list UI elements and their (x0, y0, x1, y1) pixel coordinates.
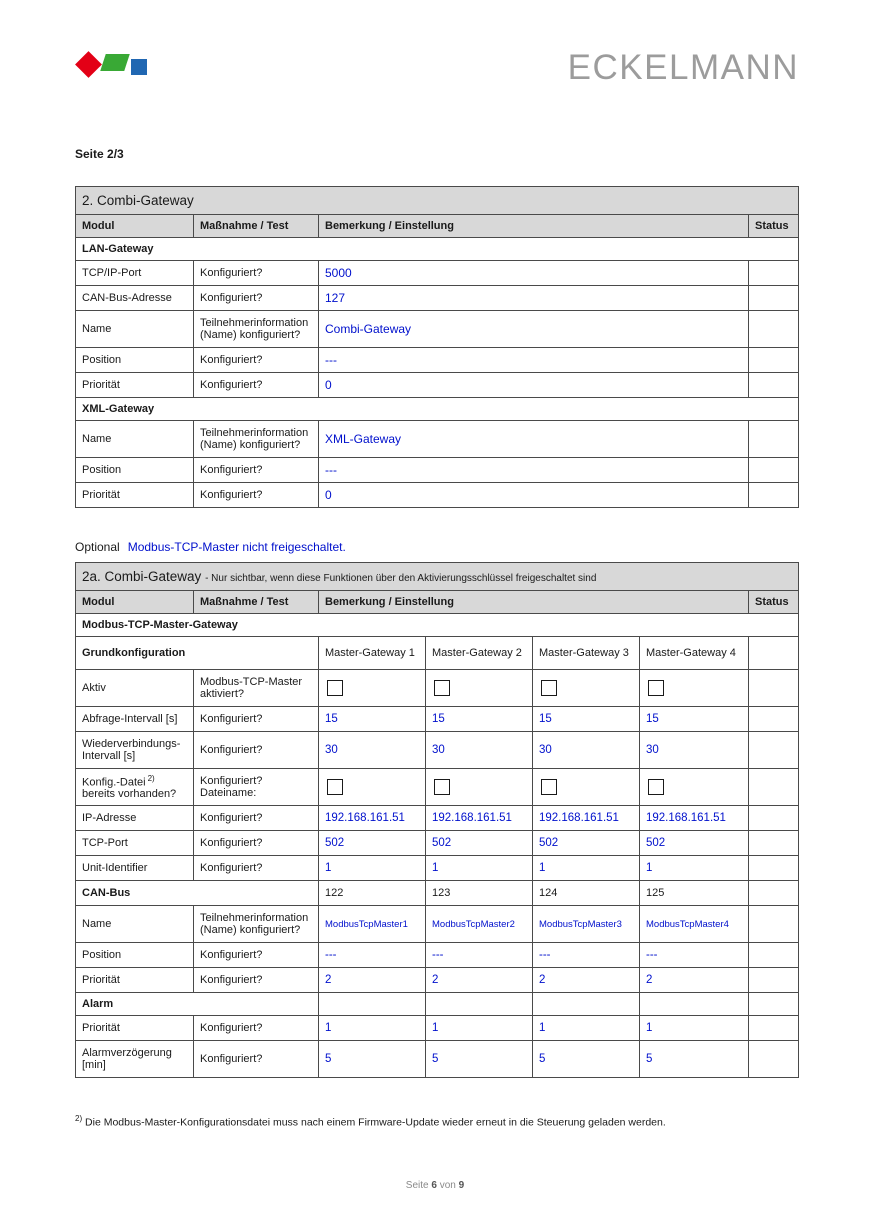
status-cell (749, 806, 799, 831)
table-title-suffix: - Nur sichtbar, wenn diese Funktionen über den Aktivierungsschlüssel freigeschaltet sind (205, 573, 597, 584)
status-cell (749, 348, 799, 373)
logo-green-parallelogram-icon (100, 54, 130, 71)
footer-page-number: 6 (431, 1180, 437, 1191)
checkbox-cell (640, 769, 749, 806)
modul-text: Konfig.-Datei (82, 776, 146, 789)
table-row (76, 483, 799, 508)
table-row-alarm-prioritaet (76, 1016, 799, 1041)
footnote-text: Die Modbus-Master-Konfigurationsdatei muss nach einem Firmware-Update wieder erneut in die Steuerung geladen werden. (85, 1116, 666, 1129)
value-cell: 123 (426, 881, 533, 906)
checkbox-aktiv-gw1[interactable] (327, 680, 343, 696)
page-footer (0, 1180, 870, 1191)
modul-cell: Name (76, 421, 194, 458)
status-cell (749, 421, 799, 458)
modul-cell: Priorität (76, 373, 194, 398)
value-cell: 5 (533, 1041, 640, 1078)
brand-wordmark: ECKELMANN (567, 48, 799, 87)
test-cell: Konfiguriert? (194, 373, 319, 398)
optional-status-text: Modbus-TCP-Master nicht freigeschaltet. (127, 540, 346, 554)
status-cell (749, 968, 799, 993)
col-header-modul: Modul (76, 215, 194, 238)
checkbox-cell (426, 769, 533, 806)
status-cell (749, 769, 799, 806)
canbus-section-label: CAN-Bus (76, 881, 319, 906)
alarm-section-label: Alarm (76, 993, 319, 1016)
status-cell (749, 637, 799, 670)
section-row-alarm (76, 993, 799, 1016)
test-cell: Konfiguriert? (194, 968, 319, 993)
optional-note (75, 540, 346, 554)
test-cell: Konfiguriert? (194, 286, 319, 311)
value-cell: ModbusTcpMaster3 (533, 906, 640, 943)
status-cell (749, 831, 799, 856)
modul-cell: Name (76, 906, 194, 943)
value-cell: ModbusTcpMaster1 (319, 906, 426, 943)
table-row-aktiv (76, 670, 799, 707)
value-cell: 30 (426, 732, 533, 769)
empty-cell (533, 993, 640, 1016)
value-cell: 1 (640, 1016, 749, 1041)
col-header-bemerkung: Bemerkung / Einstellung (319, 215, 749, 238)
status-cell (749, 286, 799, 311)
logo-blue-square-icon (131, 59, 147, 75)
value-cell: 1 (319, 856, 426, 881)
table-row (76, 261, 799, 286)
grundkonfiguration-label: Grundkonfiguration (76, 637, 319, 670)
footnote-marker: 2) (75, 1114, 83, 1123)
table-row-tcp-port (76, 831, 799, 856)
status-cell (749, 943, 799, 968)
col-header-bemerkung: Bemerkung / Einstellung (319, 591, 749, 614)
value-cell: 124 (533, 881, 640, 906)
value-cell: --- (640, 943, 749, 968)
table-title: 2. Combi-Gateway (76, 187, 799, 215)
value-cell: ModbusTcpMaster2 (426, 906, 533, 943)
modul-cell: Unit-Identifier (76, 856, 194, 881)
value-cell: 30 (533, 732, 640, 769)
table-row (76, 286, 799, 311)
gateway-header-row (76, 637, 799, 670)
checkbox-cell (319, 670, 426, 707)
test-cell: Konfiguriert? (194, 458, 319, 483)
empty-cell (640, 993, 749, 1016)
value-cell: 122 (319, 881, 426, 906)
value-cell: 1 (640, 856, 749, 881)
page-header (75, 50, 799, 90)
value-cell: --- (319, 943, 426, 968)
checkbox-konfig-gw4[interactable] (648, 779, 664, 795)
checkbox-aktiv-gw4[interactable] (648, 680, 664, 696)
status-cell (749, 856, 799, 881)
value-cell: 30 (319, 732, 426, 769)
footnote (75, 1114, 798, 1129)
status-cell (749, 458, 799, 483)
table-row-konfig-datei (76, 769, 799, 806)
footer-total-pages: 9 (458, 1180, 465, 1191)
logo-red-diamond-icon (75, 51, 102, 78)
modul-cell: Wiederverbindungs-Intervall [s] (76, 732, 194, 769)
table-title (76, 563, 799, 591)
section-label: Modbus-TCP-Master-Gateway (76, 614, 799, 637)
section-row-lan-gateway (76, 238, 799, 261)
table-row (76, 458, 799, 483)
status-cell (749, 993, 799, 1016)
value-cell: 15 (426, 707, 533, 732)
test-text-line2: Dateiname: (200, 787, 257, 799)
test-cell: Konfiguriert? (194, 943, 319, 968)
value-cell: 0 (319, 483, 749, 508)
combi-gateway-table (75, 186, 799, 508)
test-cell: Teilnehmerinformation (Name) konfiguriert? (194, 311, 319, 348)
value-cell: ModbusTcpMaster4 (640, 906, 749, 943)
test-cell (194, 769, 319, 806)
col-header-status: Status (749, 215, 799, 238)
modul-cell: Priorität (76, 483, 194, 508)
status-cell (749, 373, 799, 398)
status-cell (749, 483, 799, 508)
gateway-col-header-1: Master-Gateway 1 (319, 637, 426, 670)
modul-cell: TCP/IP-Port (76, 261, 194, 286)
table-row (76, 348, 799, 373)
value-cell: 502 (319, 831, 426, 856)
eckelmann-logo-icon (75, 50, 155, 82)
col-header-status: Status (749, 591, 799, 614)
section-label: XML-Gateway (76, 398, 799, 421)
page-title: Seite 2/3 (75, 147, 124, 161)
table-title-row (76, 187, 799, 215)
status-cell (749, 707, 799, 732)
table-row-prioritaet (76, 968, 799, 993)
table-row-unit-identifier (76, 856, 799, 881)
test-cell: Konfiguriert? (194, 831, 319, 856)
modul-cell: Priorität (76, 1016, 194, 1041)
section-row-xml-gateway (76, 398, 799, 421)
test-cell: Teilnehmerinformation (Name) konfiguriert? (194, 421, 319, 458)
test-cell: Konfiguriert? (194, 1041, 319, 1078)
table-row (76, 373, 799, 398)
section-label: LAN-Gateway (76, 238, 799, 261)
value-cell: 1 (533, 856, 640, 881)
table-row-alarmverzoegerung (76, 1041, 799, 1078)
modul-cell: Priorität (76, 968, 194, 993)
checkbox-konfig-gw1[interactable] (327, 779, 343, 795)
value-cell: 127 (319, 286, 749, 311)
value-cell: --- (533, 943, 640, 968)
test-cell: Konfiguriert? (194, 1016, 319, 1041)
value-cell: Combi-Gateway (319, 311, 749, 348)
status-cell (749, 906, 799, 943)
section-row-modbus-master (76, 614, 799, 637)
col-header-massnahme: Maßnahme / Test (194, 591, 319, 614)
empty-cell (319, 993, 426, 1016)
checkbox-cell (640, 670, 749, 707)
value-cell: 1 (533, 1016, 640, 1041)
value-cell: --- (319, 458, 749, 483)
checkbox-cell (426, 670, 533, 707)
value-cell: 30 (640, 732, 749, 769)
optional-label: Optional (75, 540, 120, 554)
value-cell: 15 (319, 707, 426, 732)
status-cell (749, 311, 799, 348)
table-row (76, 421, 799, 458)
table-row-name (76, 906, 799, 943)
table-row-position (76, 943, 799, 968)
modul-cell: Name (76, 311, 194, 348)
table-title-main: 2a. Combi-Gateway (82, 569, 202, 584)
modul-cell: Position (76, 943, 194, 968)
value-cell: XML-Gateway (319, 421, 749, 458)
checkbox-cell (533, 670, 640, 707)
modul-cell: Position (76, 458, 194, 483)
status-cell (749, 261, 799, 286)
status-cell (749, 670, 799, 707)
gateway-col-header-2: Master-Gateway 2 (426, 637, 533, 670)
modul-cell: Alarmverzögerung [min] (76, 1041, 194, 1078)
modul-cell: CAN-Bus-Adresse (76, 286, 194, 311)
table-row (76, 311, 799, 348)
status-cell (749, 1016, 799, 1041)
checkbox-aktiv-gw2[interactable] (434, 680, 450, 696)
value-cell: --- (426, 943, 533, 968)
table-header-row (76, 591, 799, 614)
table-row-ip-adresse (76, 806, 799, 831)
value-cell: 5000 (319, 261, 749, 286)
gateway-col-header-4: Master-Gateway 4 (640, 637, 749, 670)
footnote-ref: 2) (147, 773, 155, 783)
gateway-col-header-3: Master-Gateway 3 (533, 637, 640, 670)
value-cell: 2 (426, 968, 533, 993)
checkbox-konfig-gw3[interactable] (541, 779, 557, 795)
table-title-row (76, 563, 799, 591)
test-cell: Konfiguriert? (194, 856, 319, 881)
value-cell: 0 (319, 373, 749, 398)
value-cell: 15 (533, 707, 640, 732)
modul-cell: IP-Adresse (76, 806, 194, 831)
value-cell: 2 (319, 968, 426, 993)
test-cell: Konfiguriert? (194, 707, 319, 732)
test-cell: Teilnehmerinformation (Name) konfiguriert? (194, 906, 319, 943)
value-cell: 5 (640, 1041, 749, 1078)
value-cell: 502 (426, 831, 533, 856)
test-cell: Konfiguriert? (194, 483, 319, 508)
checkbox-cell (319, 769, 426, 806)
test-cell: Modbus-TCP-Master aktiviert? (194, 670, 319, 707)
test-cell: Konfiguriert? (194, 806, 319, 831)
checkbox-cell (533, 769, 640, 806)
status-cell (749, 881, 799, 906)
col-header-modul: Modul (76, 591, 194, 614)
value-cell: 192.168.161.51 (533, 806, 640, 831)
value-cell: 125 (640, 881, 749, 906)
value-cell: 502 (533, 831, 640, 856)
table-row-wiederverbindungs-intervall (76, 732, 799, 769)
modul-cell: Position (76, 348, 194, 373)
value-cell: 1 (426, 856, 533, 881)
value-cell: 192.168.161.51 (426, 806, 533, 831)
test-cell: Konfiguriert? (194, 732, 319, 769)
modul-cell (76, 769, 194, 806)
value-cell: 502 (640, 831, 749, 856)
value-cell: 2 (533, 968, 640, 993)
value-cell: 15 (640, 707, 749, 732)
empty-cell (426, 993, 533, 1016)
value-cell: 5 (426, 1041, 533, 1078)
table-row-can-bus (76, 881, 799, 906)
value-cell: 192.168.161.51 (640, 806, 749, 831)
value-cell: 192.168.161.51 (319, 806, 426, 831)
status-cell (749, 1041, 799, 1078)
value-cell: 5 (319, 1041, 426, 1078)
test-cell: Konfiguriert? (194, 261, 319, 286)
value-cell: 1 (426, 1016, 533, 1041)
checkbox-aktiv-gw3[interactable] (541, 680, 557, 696)
col-header-massnahme: Maßnahme / Test (194, 215, 319, 238)
value-cell: 2 (640, 968, 749, 993)
value-cell: --- (319, 348, 749, 373)
status-cell (749, 732, 799, 769)
modul-text-line2: bereits vorhanden? (82, 788, 177, 801)
modul-cell: TCP-Port (76, 831, 194, 856)
checkbox-konfig-gw2[interactable] (434, 779, 450, 795)
modbus-tcp-master-table (75, 562, 799, 1078)
table-header-row (76, 215, 799, 238)
modul-cell: Abfrage-Intervall [s] (76, 707, 194, 732)
value-cell: 1 (319, 1016, 426, 1041)
test-cell: Konfiguriert? (194, 348, 319, 373)
test-text: Konfiguriert? (200, 775, 263, 787)
footer-middle: von (439, 1180, 456, 1191)
modul-cell: Aktiv (76, 670, 194, 707)
table-row-abfrage-intervall (76, 707, 799, 732)
footer-prefix: Seite (405, 1180, 429, 1191)
